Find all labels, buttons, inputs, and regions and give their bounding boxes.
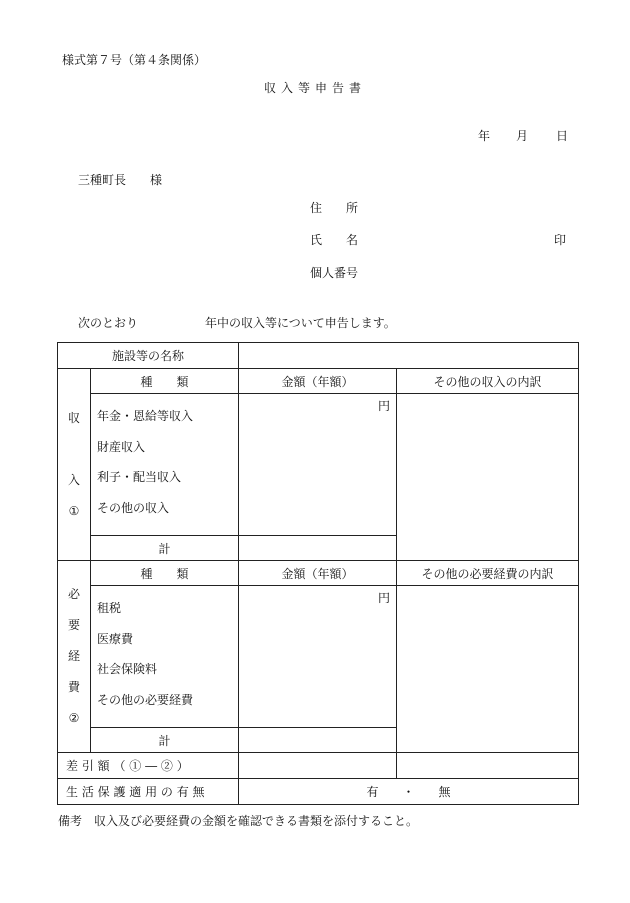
expense-amount-cell[interactable] bbox=[239, 586, 397, 728]
welfare-row bbox=[58, 779, 579, 805]
welfare-label: 生 活 保 護 適 用 の 有 無 bbox=[58, 779, 239, 805]
income-detail-header: その他の収入の内訳 bbox=[397, 369, 579, 394]
expense-item: 医療費 bbox=[97, 631, 134, 646]
income-item: その他の収入 bbox=[97, 500, 170, 515]
personal-number-label: 個人番号 bbox=[310, 266, 359, 280]
facility-value-cell[interactable] bbox=[239, 343, 579, 369]
income-items-list bbox=[91, 394, 239, 536]
difference-row bbox=[58, 753, 579, 779]
income-detail-cell[interactable] bbox=[397, 394, 579, 561]
declaration-suffix: 年中の収入等について申告します。 bbox=[205, 316, 396, 330]
difference-empty-cell bbox=[397, 753, 579, 779]
seal-mark: 印 bbox=[554, 233, 567, 247]
expense-item: 社会保険料 bbox=[97, 662, 158, 676]
expense-item: 租税 bbox=[97, 601, 122, 615]
expense-item: その他の必要経費 bbox=[97, 692, 194, 707]
note: 備考 収入及び必要経費の金額を確認できる書類を添付すること。 bbox=[58, 814, 419, 828]
form-number: 様式第７号（第４条関係） bbox=[62, 53, 207, 67]
yen-unit: 円 bbox=[378, 591, 391, 605]
expense-items-list bbox=[91, 586, 239, 728]
welfare-options[interactable]: 有 ・ 無 bbox=[239, 779, 579, 805]
declaration-prefix: 次のとおり bbox=[78, 316, 139, 330]
expense-header-row bbox=[58, 561, 579, 586]
expense-type-header: 種 類 bbox=[91, 561, 239, 586]
difference-label: 差 引 額 （ ① ― ② ） bbox=[58, 753, 239, 779]
date-day-label: 日 bbox=[556, 129, 569, 143]
expense-total-label: 計 bbox=[91, 728, 239, 753]
expense-total-cell[interactable] bbox=[239, 728, 397, 753]
document-title: 収入等申告書 bbox=[263, 81, 366, 95]
addressee: 三種町長 様 bbox=[78, 173, 163, 187]
income-items-row bbox=[58, 394, 579, 536]
income-header-row bbox=[58, 369, 579, 394]
income-side-label: 収 入 ① bbox=[58, 369, 91, 561]
income-total-label: 計 bbox=[91, 536, 239, 561]
expense-side-label: 必 要 経 費 ② bbox=[58, 561, 91, 753]
income-item: 年金・恩給等収入 bbox=[97, 409, 194, 423]
facility-row bbox=[58, 343, 579, 369]
difference-amount-cell[interactable] bbox=[239, 753, 397, 779]
expense-detail-cell[interactable] bbox=[397, 586, 579, 753]
income-type-header: 種 類 bbox=[91, 369, 239, 394]
expense-amount-header: 金額（年額） bbox=[239, 561, 397, 586]
facility-label: 施設等の名称 bbox=[58, 343, 239, 369]
income-amount-cell[interactable] bbox=[239, 394, 397, 536]
expense-detail-header: その他の必要経費の内訳 bbox=[397, 561, 579, 586]
name-label: 氏 名 bbox=[310, 233, 359, 247]
income-item: 財産収入 bbox=[97, 439, 146, 454]
date-month-label: 月 bbox=[516, 129, 529, 143]
address-label: 住 所 bbox=[310, 201, 359, 215]
date-year-label: 年 bbox=[478, 129, 491, 143]
income-amount-header: 金額（年額） bbox=[239, 369, 397, 394]
income-total-cell[interactable] bbox=[239, 536, 397, 561]
report-table bbox=[57, 342, 579, 805]
income-item: 利子・配当収入 bbox=[97, 470, 182, 484]
yen-unit: 円 bbox=[378, 399, 391, 413]
expense-items-row bbox=[58, 586, 579, 728]
